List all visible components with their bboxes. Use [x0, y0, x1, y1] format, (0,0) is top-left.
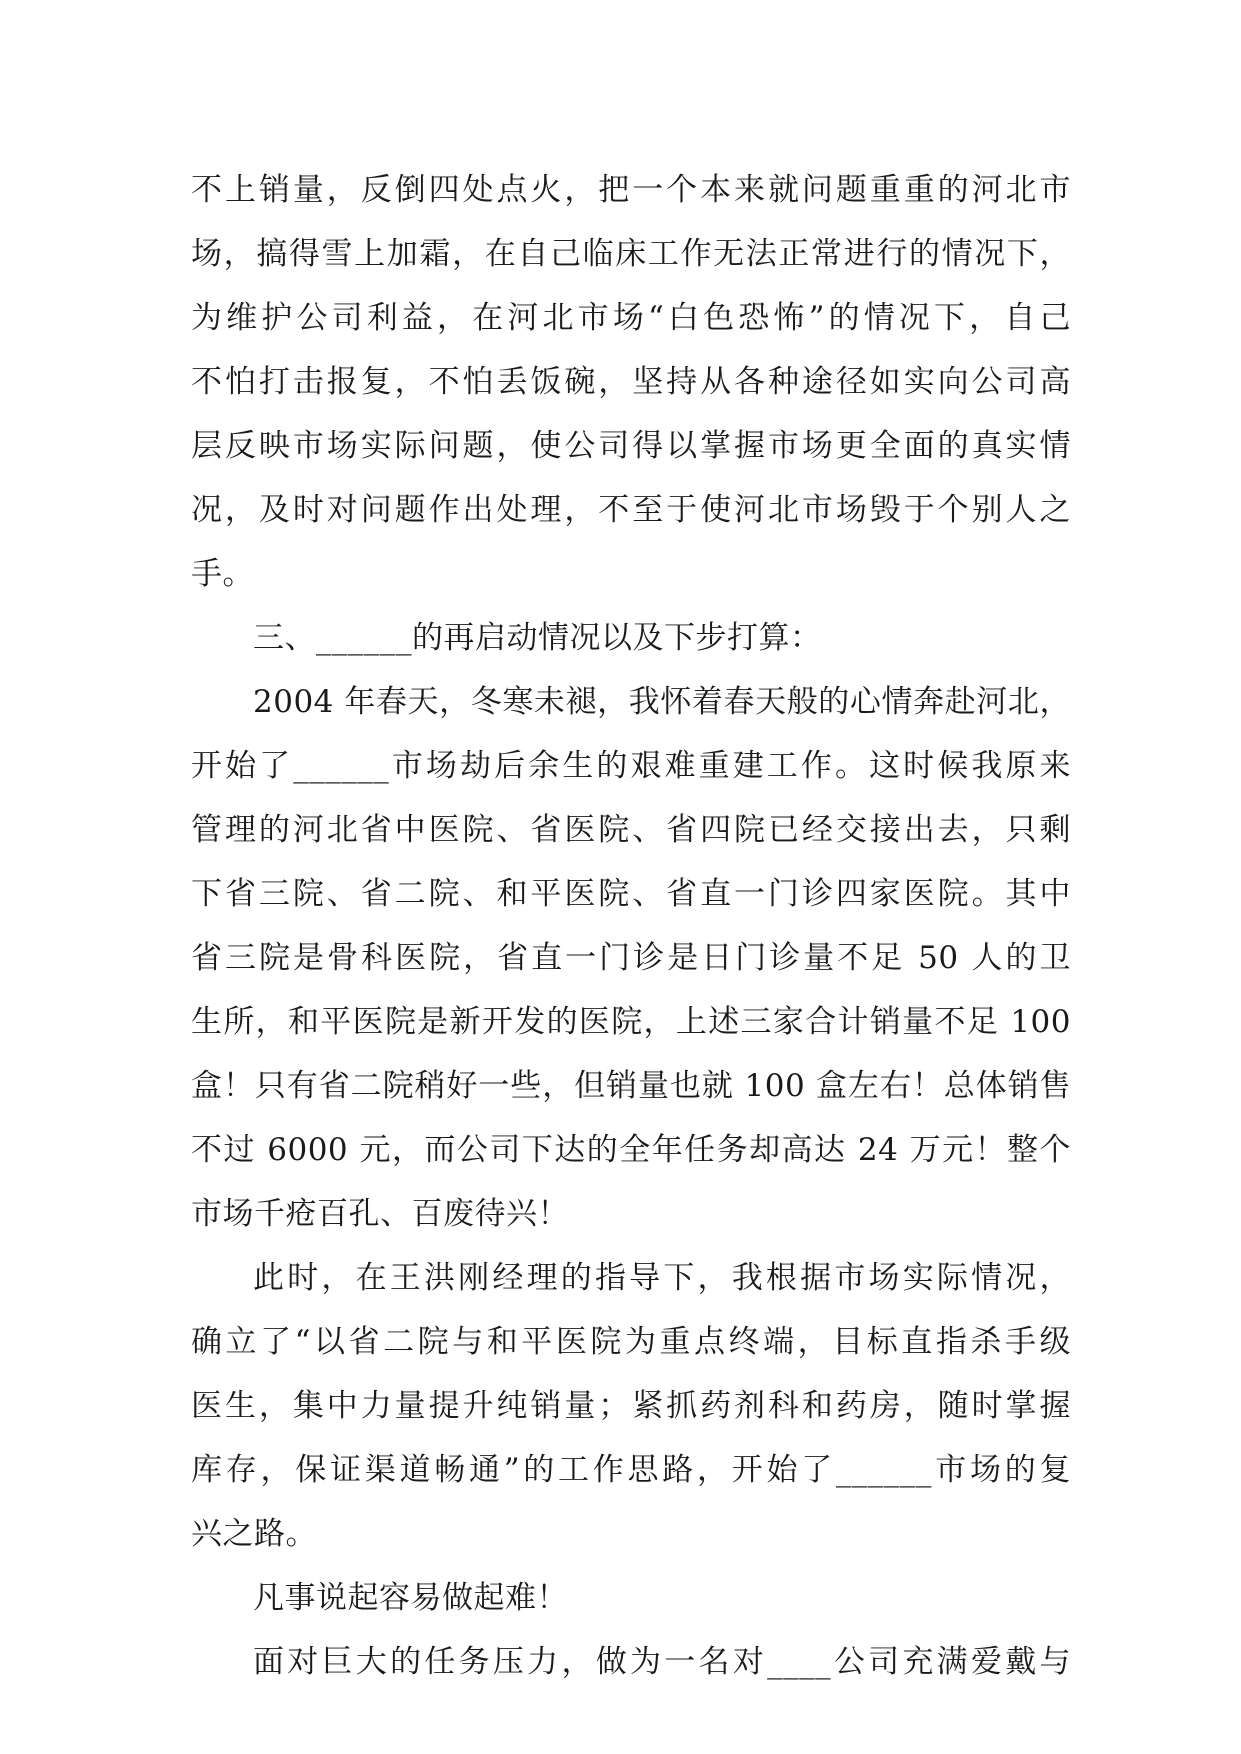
text-line: 此时，在王洪刚经理的指导下，我根据市场实际情况， [253, 1260, 1071, 1296]
text-line: 不怕打击报复，不怕丢饭碗，坚持从各种途径如实向公司高 [191, 364, 1071, 400]
text-line: 凡事说起容易做起难！ [253, 1580, 568, 1616]
text-line: 生所，和平医院是新开发的医院，上述三家合计销量不足 100 [191, 1004, 1071, 1040]
text-line: 下省三院、省二院、和平医院、省直一门诊四家医院。其中 [191, 876, 1071, 912]
text-line: 三、______的再启动情况以及下步打算： [253, 620, 822, 656]
text-line: 确立了“以省二院与和平医院为重点终端，目标直指杀手级 [191, 1324, 1071, 1360]
text-line: 为维护公司利益，在河北市场“白色恐怖”的情况下，自己 [191, 300, 1071, 336]
text-line: 层反映市场实际问题，使公司得以掌握市场更全面的真实情 [191, 428, 1071, 464]
text-line: 省三院是骨科医院，省直一门诊是日门诊量不足 50 人的卫 [191, 940, 1071, 976]
text-line: 库存，保证渠道畅通”的工作思路，开始了______市场的复 [191, 1452, 1071, 1488]
text-line: 面对巨大的任务压力，做为一名对____公司充满爱戴与 [253, 1644, 1071, 1680]
text-line: 况，及时对问题作出处理，不至于使河北市场毁于个别人之 [191, 492, 1071, 528]
text-line: 2004 年春天，冬寒未褪，我怀着春天般的心情奔赴河北， [253, 684, 1071, 720]
text-line: 手。 [191, 556, 254, 592]
text-line: 盒！只有省二院稍好一些，但销量也就 100 盒左右！总体销售 [191, 1068, 1071, 1104]
text-line: 场，搞得雪上加霜，在自己临床工作无法正常进行的情况下， [191, 236, 1071, 272]
text-line: 市场千疮百孔、百废待兴！ [191, 1196, 569, 1232]
text-line: 兴之路。 [191, 1516, 317, 1552]
text-line: 医生，集中力量提升纯销量；紧抓药剂科和药房，随时掌握 [191, 1388, 1071, 1424]
text-line: 管理的河北省中医院、省医院、省四院已经交接出去，只剩 [191, 812, 1071, 848]
text-line: 不过 6000 元，而公司下达的全年任务却高达 24 万元！整个 [191, 1132, 1071, 1168]
document-body [191, 158, 1071, 1694]
text-line: 不上销量，反倒四处点火，把一个本来就问题重重的河北市 [191, 172, 1071, 208]
text-line: 开始了______市场劫后余生的艰难重建工作。这时候我原来 [191, 748, 1071, 784]
